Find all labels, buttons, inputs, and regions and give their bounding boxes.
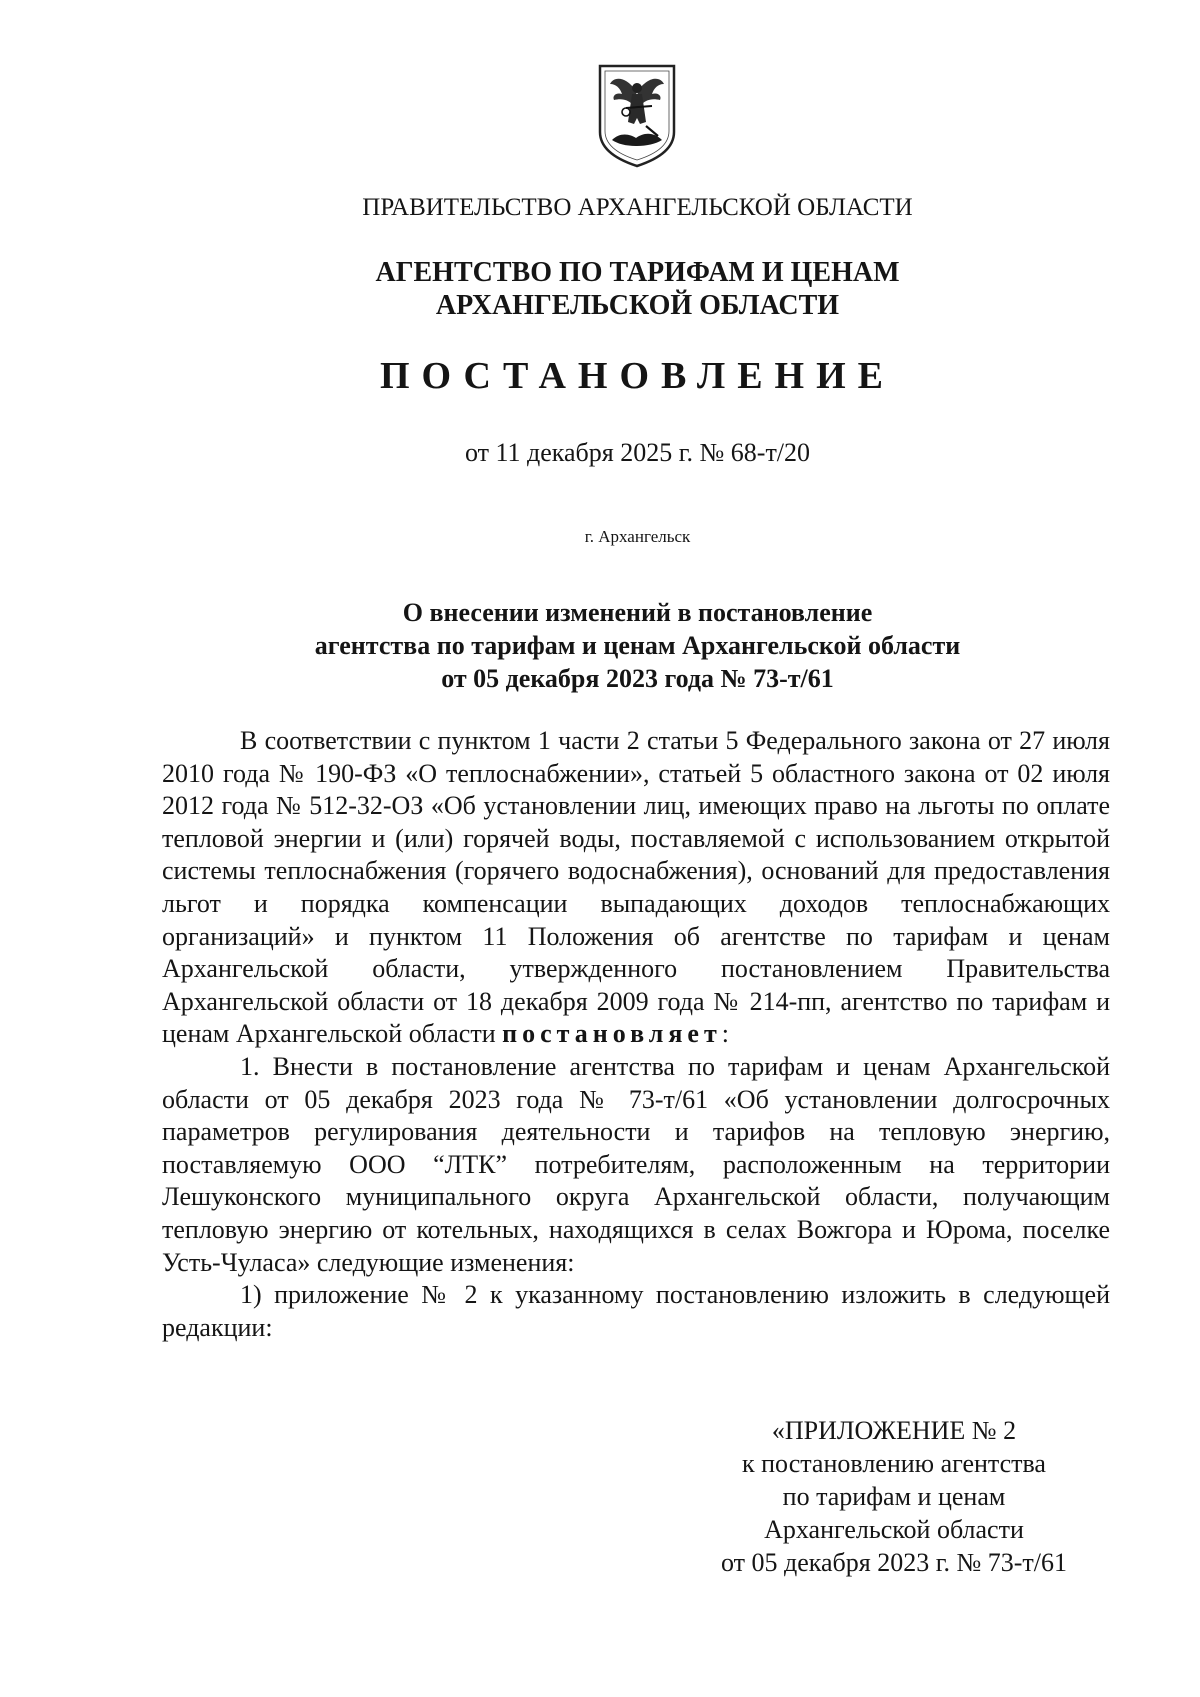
body-paragraph-preamble	[162, 725, 1110, 1051]
appendix-line: от 05 декабря 2023 г. № 73-т/61	[720, 1548, 1068, 1577]
government-name: ПРАВИТЕЛЬСТВО АРХАНГЕЛЬСКОЙ ОБЛАСТИ	[362, 194, 913, 221]
subject-line: О внесении изменений в постановление	[402, 598, 873, 627]
resolution-verb: постановляет	[502, 1019, 722, 1049]
agency-name	[0, 256, 1200, 322]
body-paragraph-item-1: 1. Внести в постановление агентства по тарифам и ценам Архангельской области от 05 декабря 2023 года № 73-т/61 «Об установлении долгосрочных параметров регулирования деятельности и тарифов на тепловую энергию, поставляемую ООО “ЛТК” потребителям, расположенным на территории Лешуконского муниципального округа Архангельской области, получающим тепловую энергию от котельных, находящихся в селах Вожгора и Юрома, поселке Усть-Чуласа» следующие изменения:	[162, 1051, 1110, 1277]
agency-name-line: АРХАНГЕЛЬСКОЙ ОБЛАСТИ	[435, 290, 840, 321]
document-title: ПОСТАНОВЛЕНИЕ	[379, 355, 896, 397]
appendix-line: «ПРИЛОЖЕНИЕ № 2	[771, 1416, 1017, 1445]
subject-line: от 05 декабря 2023 года № 73-т/61	[441, 664, 834, 693]
appendix-header	[680, 1414, 1108, 1579]
preamble-text: В соответствии с пунктом 1 части 2 статьи 5 Федерального закона от 27 июля 2010 года № 190-ФЗ «О теплоснабжении», статьей 5 областного закона от 02 июля 2012 года № 512-32-ОЗ «Об установлении лиц, имеющих право на льготы по оплате тепловой энергии и (или) горячей воды, поставляемой с использованием открытой системы теплоснабжения (горячего водоснабжения), оснований для предоставления льгот и порядка компенсации выпадающих доходов теплоснабжающих организаций» и пунктом 11 Положения об агентстве по тарифам и ценам Архангельской области, утвержденного постановлением Правительства Архангельской области от 18 декабря 2009 года № 214-пп, агентство по тарифам и ценам Архангельской области	[162, 726, 1110, 1049]
preamble-colon: :	[721, 1019, 729, 1049]
body-paragraph-subitem-1: 1) приложение № 2 к указанному постановлению изложить в следующей редакции:	[162, 1280, 1110, 1342]
appendix-line: Архангельской области	[764, 1515, 1024, 1544]
document-city: г. Архангельск	[584, 527, 691, 546]
document-date-number: от 11 декабря 2025 г. № 68-т/20	[464, 438, 811, 467]
appendix-line: к постановлению агентства	[742, 1449, 1046, 1478]
coat-of-arms-icon	[596, 62, 678, 170]
document-subject	[0, 596, 1200, 695]
document-body	[162, 725, 1110, 1344]
appendix-line: по тарифам и ценам	[782, 1482, 1006, 1511]
subject-line: агентства по тарифам и ценам Архангельской области	[314, 631, 961, 660]
agency-name-line: АГЕНТСТВО ПО ТАРИФАМ И ЦЕНАМ	[375, 257, 900, 288]
